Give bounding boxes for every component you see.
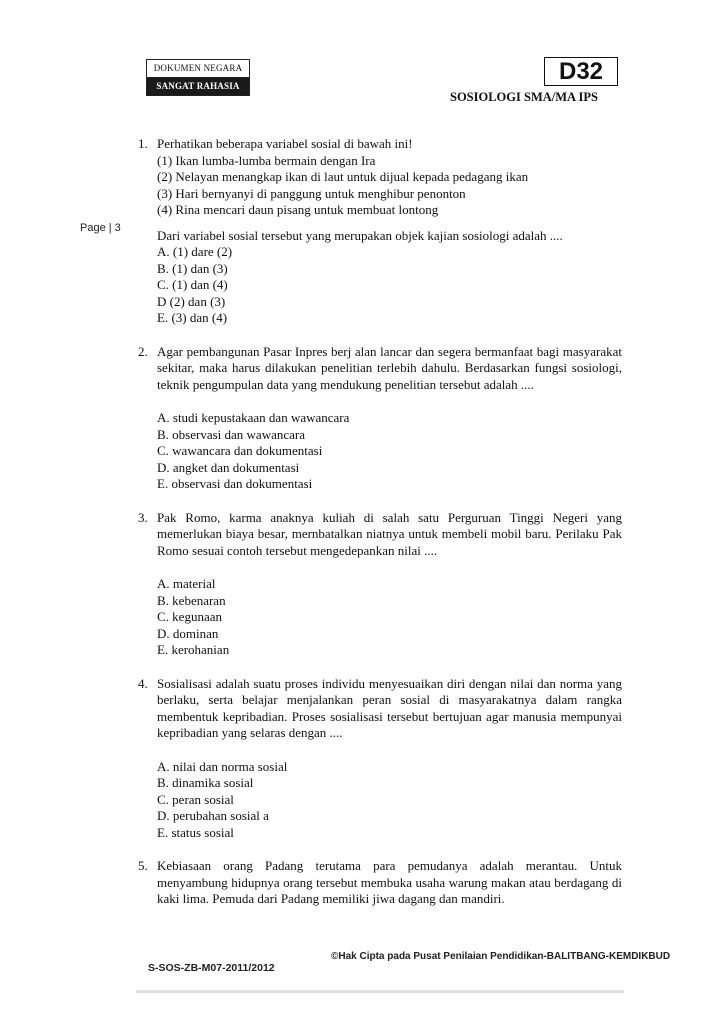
list-item: (2) Nelayan menangkap ikan di laut untuk dijual kepada pedagang ikan: [157, 169, 529, 184]
answer-option: B. kebenaran: [157, 592, 226, 608]
question-4: [138, 676, 622, 842]
document-id: S-SOS-ZB-M07-2011/2012: [148, 962, 275, 974]
question-number: 1.: [138, 136, 148, 151]
answer-option: A. studi kepustakaan dan wawancara: [157, 410, 350, 425]
question-1: [138, 136, 622, 327]
answer-option: E. kerohanian: [157, 642, 230, 657]
list-item: (1) Ikan lumba-lumba bermain dengan Ira: [157, 152, 376, 168]
question-2: [138, 344, 622, 493]
question-number: 3.: [138, 509, 148, 525]
answer-option: C. wawancara dan dokumentasi: [157, 443, 323, 458]
stamp-top-text: DOKUMEN NEGARA: [147, 60, 249, 78]
answer-option: B. dinamika sosial: [157, 775, 254, 790]
question-text: Pak Romo, karma anaknya kuliah di salah satu Perguruan Tinggi Negeri yang memerlukan biaya besar, mernbatalkan niatnya untuk membeli mobil baru. Perilaku Pak Romo sesuai contoh tersebut mengedepankan nilai ....: [157, 509, 622, 558]
answer-option: D. dominan: [157, 625, 219, 641]
question-text: Agar pembangunan Pasar Inpres berj alan lancar dan segera bermanfaat bagi masyarakat sekitar, maka harus dilakukan penelitian terlebih dahulu. Berdasarkan fungsi sosiologi, teknik pengumpulan data yang mendukung penelitian tersebut adalah ....: [157, 343, 622, 392]
question-text: Kebiasaan orang Padang terutama para pemudanya adalah merantau. Untuk menyambung hidupnya orang tersebut membuka usaha warung makan atau berdagang di kaki lima. Pemuda dari Padang memiliki jiwa dagang dan mandiri.: [157, 858, 622, 906]
classification-stamp: [146, 59, 250, 96]
answer-option: C. peran sosial: [157, 791, 234, 807]
answer-option: A. nilai dan norma sosial: [157, 758, 288, 774]
question-text: Perhatikan beberapa variabel sosial di bawah ini!: [157, 136, 413, 151]
question-5: [138, 858, 622, 908]
answer-option: C. kegunaan: [157, 609, 222, 624]
answer-option: E. observasi dan dokumentasi: [157, 476, 313, 491]
answer-option: B. observasi dan wawancara: [157, 426, 305, 442]
answer-option: A. material: [157, 576, 216, 591]
question-3: [138, 510, 622, 659]
answer-option: E. status sosial: [157, 824, 234, 840]
list-item: (4) Rina mencari daun pisang untuk membuat lontong: [157, 202, 439, 217]
answer-option: D. perubahan sosial a: [157, 808, 269, 823]
question-stem: Dari variabel sosial tersebut yang merupakan objek kajian sosiologi adalah ....: [157, 227, 563, 243]
answer-option: E. (3) dan (4): [157, 310, 228, 325]
list-item: (3) Hari bernyanyi di panggung untuk menghibur penonton: [157, 185, 466, 201]
question-number: 4.: [138, 675, 148, 691]
copyright-notice: ©Hak Cipta pada Pusat Penilaian Pendidikan-BALITBANG-KEMDIKBUD: [331, 951, 671, 962]
bottom-divider: [136, 990, 624, 993]
question-list: [138, 136, 622, 908]
answer-option: B. (1) dan (3): [157, 260, 228, 276]
question-number: 2.: [138, 343, 148, 359]
answer-option: D (2) dan (3): [157, 293, 226, 309]
stamp-bottom-text: SANGAT RAHASIA: [147, 78, 249, 95]
question-text: Sosialisasi adalah suatu proses individu menyesuaikan diri dengan nilai dan norma yang berlaku, serta belajar menjalankan peran sosial di masyarakatnya dalam rangka membentuk kepribadian. Proses sosialisasi tersebut bertujuan agar manusia mempunyai kepribadian yang selaras dengan ....: [157, 675, 622, 740]
document-code: D32: [544, 57, 618, 86]
subject-title: SOSIOLOGI SMA/MA IPS: [450, 90, 598, 104]
question-number: 5.: [138, 858, 148, 873]
answer-option: C. (1) dan (4): [157, 277, 228, 292]
answer-option: D. angket dan dokumentasi: [157, 459, 300, 475]
page-label: Page | 3: [80, 222, 121, 234]
answer-option: A. (1) dare (2): [157, 244, 233, 259]
